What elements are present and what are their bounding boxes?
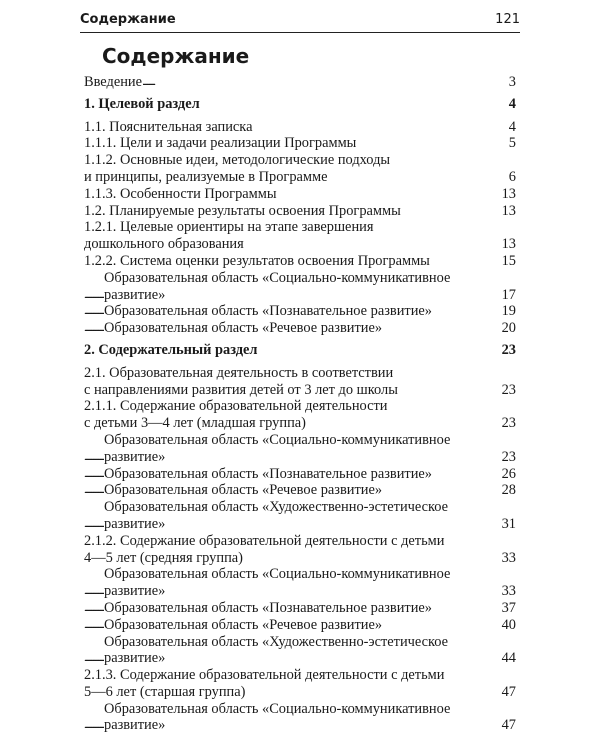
toc-entry-page: 6 [508,168,516,185]
toc-entry [84,119,516,136]
toc-entry-text: Образовательная область «Познавательное развитие» [104,303,432,320]
toc-entry-text: развитие» [104,286,166,303]
toc-entry-text: Образовательная область «Речевое развитие» [104,616,383,633]
toc-entry [84,320,516,337]
toc-entry-text: Образовательная область «Художественно-эстетическое [104,499,449,516]
toc-entry-text: развитие» [104,515,166,532]
page-number: 121 [495,12,520,27]
running-head-title: Содержание [80,12,176,27]
toc-entry [84,466,516,483]
toc-entry-text: развитие» [104,448,166,465]
header-rule [80,32,520,33]
toc-entry [84,566,516,600]
toc-entry-text: Образовательная область «Социально-коммуникативное [104,431,451,448]
toc-entry-text: Образовательная область «Речевое развитие» [104,482,383,499]
toc-entry-text: Образовательная область «Социально-коммуникативное [104,566,451,583]
toc-entry-text: 1.2.1. Целевые ориентиры на этапе завершения [84,219,374,236]
toc-entry-page: 37 [501,599,516,616]
toc-entry-text: 2.1.2. Содержание образовательной деятельности с детьми [84,532,445,549]
toc-entry-text: 1.2.2. Система оценки результатов освоения Программы [84,252,430,269]
toc-entry-text: Введение [84,74,143,90]
toc-entry-page: 13 [501,202,516,219]
toc-entry [84,303,516,320]
toc-entry-text: дошкольного образования [84,236,244,253]
toc-entry-page: 5 [508,135,516,152]
toc-entry-page: 17 [501,286,516,303]
toc-entry [84,600,516,617]
toc-entry [84,533,516,567]
toc-entry-page: 23 [501,381,516,398]
toc-entry-text: 1. Целевой раздел [84,96,200,113]
toc-entry-page: 13 [501,185,516,202]
toc-entry-page: 47 [501,717,516,734]
running-head [80,12,520,27]
toc-entry-text: развитие» [104,650,166,667]
toc-entry-page: 15 [501,252,516,269]
toc-entry-text: 2.1.1. Содержание образовательной деятельности [84,398,388,415]
toc-entry [84,365,516,399]
toc-entry [84,135,516,152]
toc-entry-page: 4 [508,96,516,113]
toc-entry-page: 44 [501,650,516,667]
toc-entry-text: Образовательная область «Социально-коммуникативное [104,269,451,286]
toc-entry-text: 4—5 лет (средняя группа) [84,549,243,566]
toc-entry [84,499,516,533]
toc-entry-page: 47 [501,683,516,700]
toc-entry [84,270,516,304]
toc-entry-page: 33 [501,549,516,566]
toc-entry-text: Образовательная область «Социально-коммуникативное [104,700,451,717]
toc-entry [84,432,516,466]
toc-entry-text: 1.1. Пояснительная записка [84,118,253,135]
toc-entry-text: 2.1.3. Содержание образовательной деятельности с детьми [84,667,445,684]
toc-entry-text: Образовательная область «Речевое развитие» [104,320,383,337]
toc-entry-page: 19 [501,303,516,320]
toc-entry-text: 1.1.2. Основные идеи, методологические подходы [84,152,391,169]
toc-entry [84,203,516,220]
toc-entry-page: 23 [501,415,516,432]
toc-title: Содержание [102,44,250,68]
toc-entry [84,219,516,253]
toc-entry-page: 33 [501,583,516,600]
toc-entry-page: 3 [508,74,516,90]
toc-entry [84,482,516,499]
toc-entry-text: 1.1.1. Цели и задачи реализации Программы [84,135,357,152]
toc-entry [84,253,516,270]
toc-entry-text: развитие» [104,583,166,600]
toc-entry-page: 28 [501,482,516,499]
toc-entry-page: 4 [508,118,516,135]
toc-entry-text: развитие» [104,717,166,734]
toc-entry-text: Образовательная область «Познавательное развитие» [104,465,432,482]
toc-entry-page: 23 [501,448,516,465]
toc-entry [84,96,516,113]
toc-entry [84,152,516,186]
toc-entry [84,617,516,634]
toc-entry [84,398,516,432]
toc-entry [84,634,516,668]
toc-entry-text: 1.2. Планируемые результаты освоения Программы [84,202,401,219]
toc-entry-page: 23 [501,342,516,359]
toc-entry [84,667,516,701]
toc-entry-text: Образовательная область «Познавательное развитие» [104,599,432,616]
toc-entry [84,186,516,203]
toc-entry-page: 20 [501,320,516,337]
toc-entry-page: 26 [501,465,516,482]
toc-entry-text: 2.1. Образовательная деятельность в соответствии [84,364,394,381]
toc-entry-page: 13 [501,236,516,253]
toc-entry-text: Образовательная область «Художественно-эстетическое [104,633,449,650]
toc-entry [84,701,516,735]
table-of-contents [84,74,516,734]
toc-entry-page: 40 [501,616,516,633]
toc-entry-text: с направлениями развития детей от 3 лет до школы [84,381,398,398]
toc-entry-text: и принципы, реализуемые в Программе [84,168,328,185]
toc-entry [84,342,516,359]
toc-entry-page: 31 [501,515,516,532]
toc-entry-text: 1.1.3. Особенности Программы [84,185,277,202]
toc-entry-text: 5—6 лет (старшая группа) [84,683,246,700]
toc-entry [84,74,516,91]
toc-entry-text: 2. Содержательный раздел [84,342,258,359]
toc-entry-text: с детьми 3—4 лет (младшая группа) [84,415,306,432]
